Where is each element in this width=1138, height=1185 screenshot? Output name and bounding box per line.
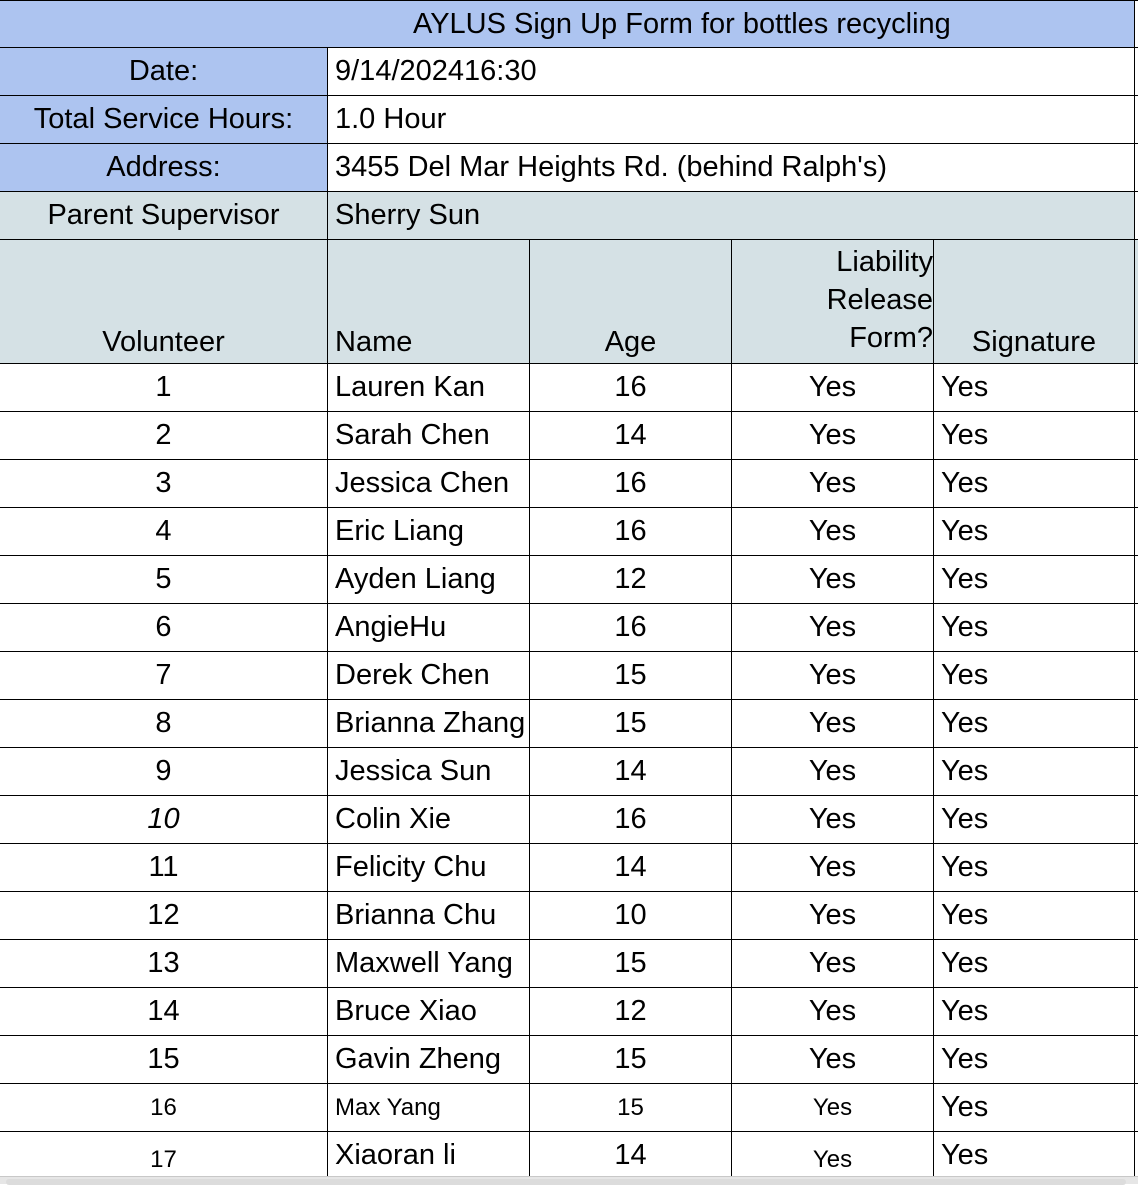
table-row [0,556,1138,604]
volunteer-number[interactable]: 6 [0,604,328,651]
volunteer-number[interactable]: 4 [0,508,328,555]
header-name[interactable]: Name [328,240,530,363]
volunteer-name[interactable]: Felicity Chu [328,844,530,891]
liability-status[interactable]: Yes [732,844,934,891]
header-volunteer[interactable]: Volunteer [0,240,328,363]
address-row [0,144,1138,192]
volunteer-age[interactable]: 16 [530,604,732,651]
liability-status[interactable]: Yes [732,748,934,795]
signature-status[interactable]: Yes [934,940,1135,987]
volunteer-age[interactable]: 12 [530,988,732,1035]
volunteer-name[interactable]: Eric Liang [328,508,530,555]
scrollbar-thumb[interactable] [6,1179,1126,1185]
volunteer-number[interactable]: 14 [0,988,328,1035]
volunteer-age[interactable]: 15 [530,652,732,699]
table-row [0,1132,1138,1180]
liability-status[interactable]: Yes [732,988,934,1035]
volunteer-number[interactable]: 8 [0,700,328,747]
liability-status[interactable]: Yes [732,652,934,699]
supervisor-row [0,192,1138,240]
volunteer-age[interactable]: 15 [530,700,732,747]
volunteer-name[interactable]: Brianna Zhang [328,700,530,747]
liability-status[interactable]: Yes [732,1084,934,1131]
liability-status[interactable]: Yes [732,460,934,507]
signature-status[interactable]: Yes [934,460,1135,507]
signature-status[interactable]: Yes [934,748,1135,795]
table-row [0,796,1138,844]
table-row [0,700,1138,748]
volunteer-number[interactable]: 11 [0,844,328,891]
column-header-row [0,240,1138,364]
table-row [0,364,1138,412]
liability-status[interactable]: Yes [732,412,934,459]
address-value[interactable]: 3455 Del Mar Heights Rd. (behind Ralph's) [328,144,1135,191]
supervisor-label[interactable]: Parent Supervisor [0,192,328,239]
liability-status[interactable]: Yes [732,796,934,843]
table-row [0,748,1138,796]
volunteer-name[interactable]: Xiaoran li [328,1132,530,1179]
volunteer-number[interactable]: 17 [0,1132,328,1179]
supervisor-value[interactable]: Sherry Sun [328,192,1135,239]
hours-row [0,96,1138,144]
signature-status[interactable]: Yes [934,844,1135,891]
liability-status[interactable]: Yes [732,700,934,747]
signature-status[interactable]: Yes [934,1132,1135,1179]
volunteer-age[interactable]: 15 [530,1084,732,1131]
volunteer-age[interactable]: 14 [530,844,732,891]
liability-status[interactable]: Yes [732,556,934,603]
table-row [0,1036,1138,1084]
header-signature[interactable]: Signature [934,240,1135,363]
table-row [0,412,1138,460]
liability-status[interactable]: Yes [732,892,934,939]
volunteer-age[interactable]: 12 [530,556,732,603]
liability-status[interactable]: Yes [732,940,934,987]
header-liability-line2: Release [826,284,933,316]
table-row [0,508,1138,556]
signature-status[interactable]: Yes [934,652,1135,699]
liability-status[interactable]: Yes [732,1132,934,1179]
table-row [0,892,1138,940]
signature-status[interactable]: Yes [934,604,1135,651]
volunteer-number[interactable]: 13 [0,940,328,987]
table-row [0,460,1138,508]
signature-status[interactable]: Yes [934,364,1135,411]
signature-status[interactable]: Yes [934,508,1135,555]
table-row [0,652,1138,700]
volunteer-age[interactable]: 14 [530,1132,732,1179]
signature-status[interactable]: Yes [934,700,1135,747]
date-value[interactable]: 9/14/202416:30 [328,48,1135,95]
volunteer-number[interactable]: 3 [0,460,328,507]
title-row [0,0,1138,48]
volunteer-rows [0,364,1138,1180]
signature-status[interactable]: Yes [934,556,1135,603]
volunteer-number[interactable]: 1 [0,364,328,411]
header-age[interactable]: Age [530,240,732,363]
liability-status[interactable]: Yes [732,604,934,651]
header-liability[interactable] [732,240,934,363]
volunteer-name[interactable]: Jessica Sun [328,748,530,795]
table-row [0,988,1138,1036]
volunteer-name[interactable]: Derek Chen [328,652,530,699]
address-label[interactable]: Address: [0,144,328,191]
date-label[interactable]: Date: [0,48,328,95]
volunteer-name[interactable]: Ayden Liang [328,556,530,603]
volunteer-name[interactable]: Lauren Kan [328,364,530,411]
table-row [0,844,1138,892]
signature-status[interactable]: Yes [934,1084,1135,1131]
volunteer-name[interactable]: Maxwell Yang [328,940,530,987]
hours-label[interactable]: Total Service Hours: [0,96,328,143]
signature-status[interactable]: Yes [934,988,1135,1035]
volunteer-age[interactable]: 16 [530,796,732,843]
volunteer-name[interactable]: Bruce Xiao [328,988,530,1035]
liability-status[interactable]: Yes [732,364,934,411]
volunteer-age[interactable]: 16 [530,460,732,507]
date-row [0,48,1138,96]
header-liability-line1: Liability [836,246,933,278]
volunteer-age[interactable]: 10 [530,892,732,939]
volunteer-number[interactable]: 16 [0,1084,328,1131]
signature-status[interactable]: Yes [934,892,1135,939]
volunteer-name[interactable]: Colin Xie [328,796,530,843]
volunteer-number[interactable]: 10 [0,796,328,843]
volunteer-age[interactable]: 16 [530,364,732,411]
hours-value[interactable]: 1.0 Hour [328,96,1135,143]
signature-status[interactable]: Yes [934,796,1135,843]
volunteer-age[interactable]: 14 [530,748,732,795]
table-row [0,604,1138,652]
signature-status[interactable]: Yes [934,412,1135,459]
liability-status[interactable]: Yes [732,508,934,555]
horizontal-scrollbar[interactable] [0,1176,1138,1184]
volunteer-number[interactable]: 5 [0,556,328,603]
volunteer-age[interactable]: 15 [530,940,732,987]
volunteer-age[interactable]: 16 [530,508,732,555]
volunteer-name[interactable]: Brianna Chu [328,892,530,939]
volunteer-number[interactable]: 2 [0,412,328,459]
volunteer-name[interactable]: Gavin Zheng [328,1036,530,1083]
table-row [0,1084,1138,1132]
signature-status[interactable]: Yes [934,1036,1135,1083]
volunteer-name[interactable]: Sarah Chen [328,412,530,459]
volunteer-name[interactable]: AngieHu [328,604,530,651]
volunteer-number[interactable]: 9 [0,748,328,795]
volunteer-number[interactable]: 15 [0,1036,328,1083]
volunteer-age[interactable]: 14 [530,412,732,459]
volunteer-number[interactable]: 12 [0,892,328,939]
volunteer-name[interactable]: Max Yang [328,1084,530,1131]
volunteer-age[interactable]: 15 [530,1036,732,1083]
volunteer-name[interactable]: Jessica Chen [328,460,530,507]
header-liability-line3: Form? [849,322,933,354]
table-row [0,940,1138,988]
sheet-title[interactable]: AYLUS Sign Up Form for bottles recycling [0,1,1135,47]
liability-status[interactable]: Yes [732,1036,934,1083]
volunteer-number[interactable]: 7 [0,652,328,699]
